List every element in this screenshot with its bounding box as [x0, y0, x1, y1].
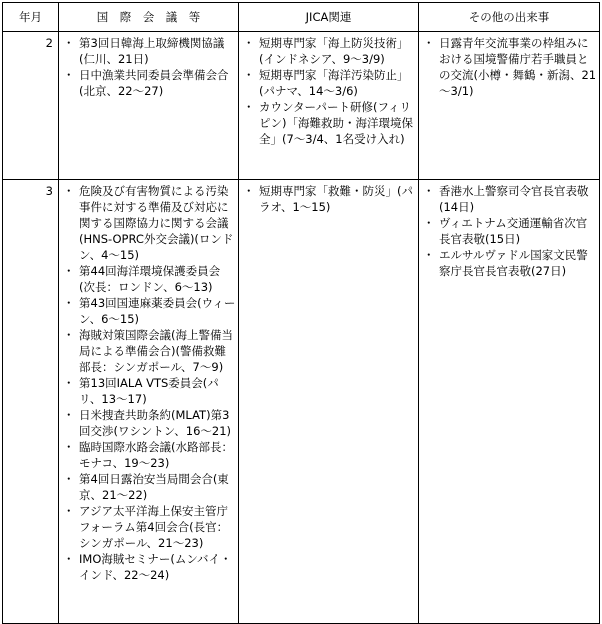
list-item: ・ 第44回海洋環境保護委員会(次長：ロンドン、6～13)	[65, 263, 236, 295]
list-item: ・ 短期専門家「救難・防災」(パラオ、1～15)	[245, 183, 416, 215]
header-month: 年月	[3, 3, 59, 32]
intl-cell	[59, 32, 239, 180]
other-cell	[419, 180, 600, 624]
jica-cell	[239, 180, 419, 624]
list-item: ・ 海賊対策国際会議(海上警備当局による準備会合)(警備救難部長：シンガポール、7～9)	[65, 327, 236, 375]
list-item: ・ エルサルヴァドル国家文民警察庁長官長官表敬(27日)	[425, 247, 597, 279]
list-item: ・ アジア太平洋海上保安主管庁フォーラム第4回会合(長官：シンガポール、21～23)	[65, 503, 236, 551]
header-row	[3, 3, 600, 32]
list-item: ・ 臨時国際水路会議(水路部長：モナコ、19～23)	[65, 439, 236, 471]
table-row	[3, 180, 600, 624]
list-item: ・ ヴィエトナム交通運輸省次官長官表敬(15日)	[425, 215, 597, 247]
month-cell: 3	[3, 180, 59, 624]
list-item: ・ カウンターパート研修(フィリピン)「海難救助・海洋環境保全」(7～3/4、1名受け入れ)	[245, 99, 416, 147]
list-item: ・ 日米捜査共助条約(MLAT)第3回交渉(ワシントン、16～21)	[65, 407, 236, 439]
header-jica: JICA関連	[239, 3, 419, 32]
list-item: ・ 第4回日露治安当局間会合(東京、21～22)	[65, 471, 236, 503]
intl-cell	[59, 180, 239, 624]
table-row	[3, 32, 600, 180]
list-item: ・ 第3回日韓海上取締機関協議(仁川、21日)	[65, 35, 236, 67]
list-item: ・ 第13回IALA VTS委員会(パリ、13～17)	[65, 375, 236, 407]
other-cell	[419, 32, 600, 180]
list-item: ・ 日中漁業共同委員会準備会合(北京、22～27)	[65, 67, 236, 99]
list-item: ・ 短期専門家「海洋汚染防止」(パナマ、14～3/6)	[245, 67, 416, 99]
month-cell: 2	[3, 32, 59, 180]
jica-cell	[239, 32, 419, 180]
list-item: ・ 危険及び有害物質による汚染事件に対する準備及び対応に関する国際協力に関する会議(HNS-OPRC外交会議)(ロンドン、4～15)	[65, 183, 236, 263]
header-intl-conferences: 国 際 会 議 等	[59, 3, 239, 32]
header-other-events: その他の出来事	[419, 3, 600, 32]
list-item: ・ IMO海賊セミナー(ムンバイ・インド、22～24)	[65, 551, 236, 583]
list-item: ・ 香港水上警察司令官長官表敬(14日)	[425, 183, 597, 215]
list-item: ・ 日露青年交流事業の枠組みにおける国境警備庁若手職員との交流(小樽・舞鶴・新潟、21～3/1)	[425, 35, 597, 99]
list-item: ・ 第43回国連麻薬委員会(ウィーン、6～15)	[65, 295, 236, 327]
events-table	[2, 2, 600, 624]
list-item: ・ 短期専門家「海上防災技術」(インドネシア、9～3/9)	[245, 35, 416, 67]
